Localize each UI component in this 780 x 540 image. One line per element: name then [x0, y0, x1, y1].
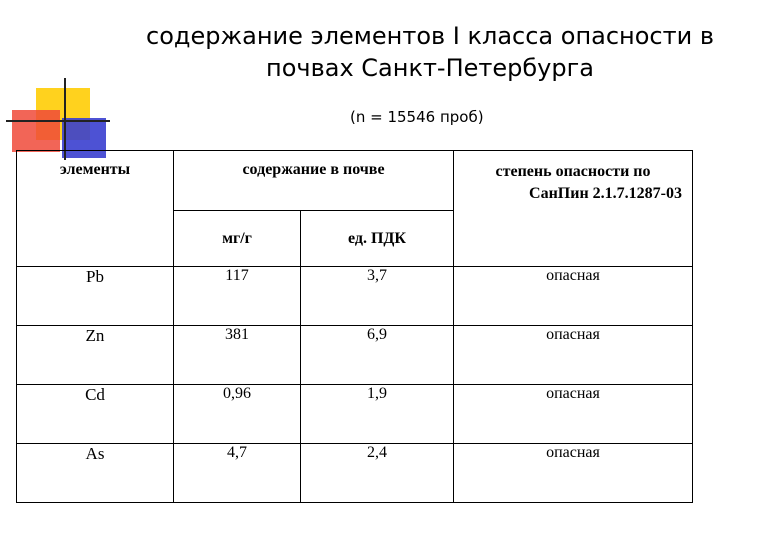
sample-count-subtitle: (n = 15546 проб)	[350, 108, 484, 126]
cell-mgg: 117	[174, 267, 301, 326]
header-danger-line1: степень опасности по	[495, 163, 651, 180]
decoration-red-square	[12, 110, 60, 152]
cell-danger: опасная	[454, 267, 693, 326]
table-row	[17, 444, 693, 503]
table-row	[17, 326, 693, 385]
header-elements: элементы	[17, 151, 174, 267]
table-row	[17, 385, 693, 444]
cell-pdk: 3,7	[301, 267, 454, 326]
cell-mgg: 4,7	[174, 444, 301, 503]
cell-element: Pb	[17, 267, 174, 326]
header-mgg: мг/г	[174, 211, 301, 267]
cell-pdk: 1,9	[301, 385, 454, 444]
cell-pdk: 6,9	[301, 326, 454, 385]
cell-danger: опасная	[454, 444, 693, 503]
slide-title: содержание элементов I класса опасности в почвах Санкт-Петербурга	[146, 22, 714, 82]
hazard-elements-table	[16, 150, 693, 503]
cell-mgg: 381	[174, 326, 301, 385]
header-pdk: ед. ПДК	[301, 211, 454, 267]
table-header-row	[17, 151, 693, 211]
decoration-vertical-line	[64, 78, 66, 160]
header-danger-line2: СанПин 2.1.7.1287-03	[529, 185, 682, 202]
table-row	[17, 267, 693, 326]
cell-danger: опасная	[454, 385, 693, 444]
cell-danger: опасная	[454, 326, 693, 385]
cell-element: As	[17, 444, 174, 503]
decoration-horizontal-line	[6, 120, 110, 122]
cell-element: Cd	[17, 385, 174, 444]
cell-element: Zn	[17, 326, 174, 385]
header-danger-level	[454, 151, 693, 267]
header-soil-content: содержание в почве	[174, 151, 454, 211]
cell-mgg: 0,96	[174, 385, 301, 444]
cell-pdk: 2,4	[301, 444, 454, 503]
